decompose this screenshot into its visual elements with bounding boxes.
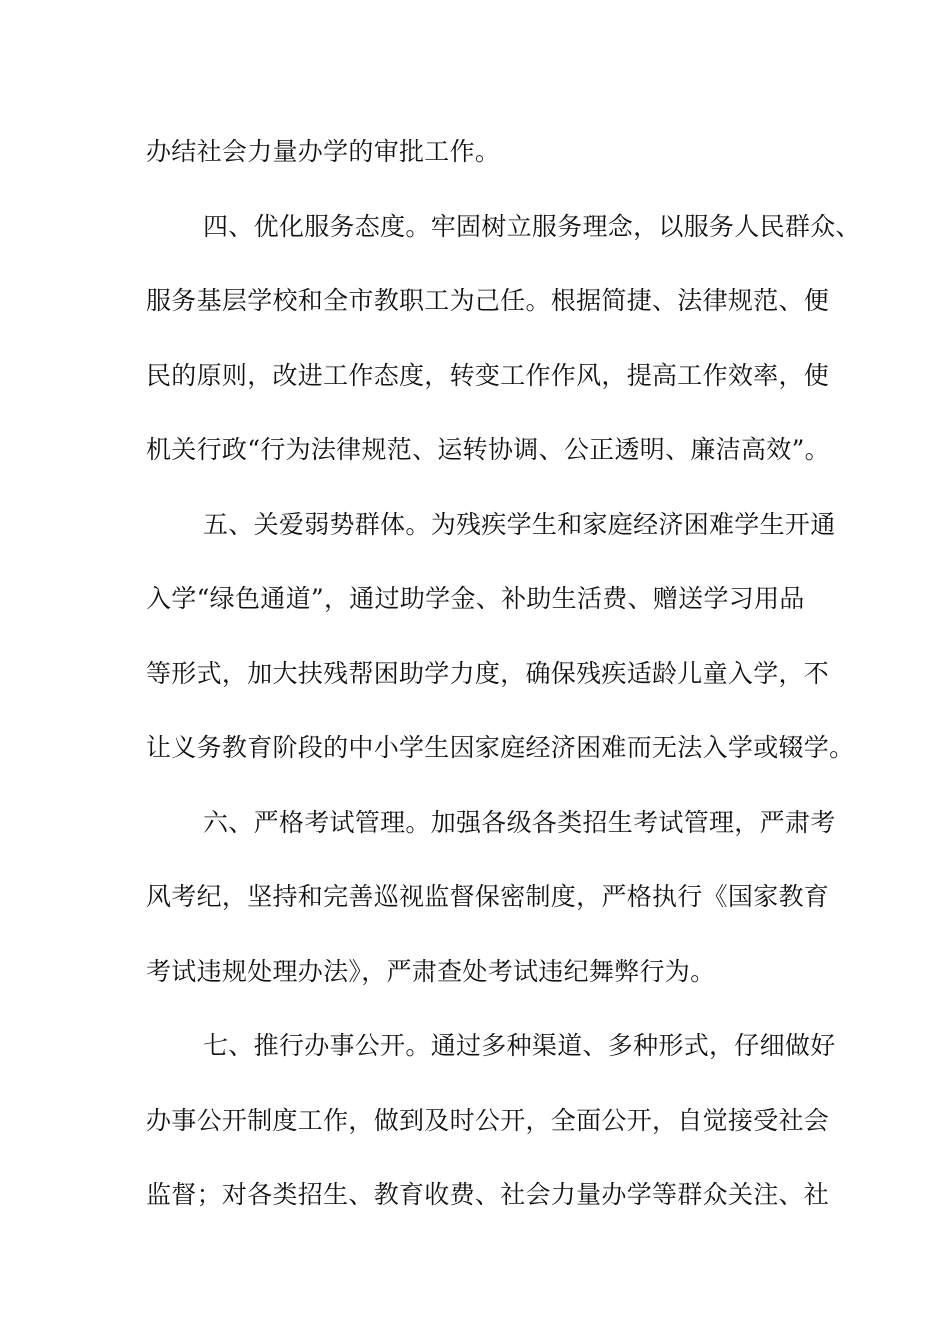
text-line: 让义务教育阶段的中小学生因家庭经济困难而无法入学或辍学。 bbox=[146, 733, 855, 762]
text-line: 入学“绿色通道”，通过助学金、补助生活费、赠送学习用品 bbox=[146, 584, 805, 613]
text-line: 考试违规处理办法》，严肃查处考试违纪舞弊行为。 bbox=[146, 956, 716, 986]
text-line: 机关行政“行为法律规范、运转协调、公正透明、廉洁高效”。 bbox=[146, 435, 830, 464]
text-line: 办结社会力量办学的审批工作。 bbox=[146, 137, 501, 166]
paragraph-heading-line: 七、推行办事公开。通过多种渠道、多种形式，仔细做好 bbox=[203, 1031, 836, 1060]
paragraph-heading-line: 五、关爱弱势群体。为残疾学生和家庭经济困难学生开通 bbox=[203, 509, 836, 539]
text-line: 民的原则，改进工作态度，转变工作作风，提高工作效率，使 bbox=[146, 360, 830, 390]
text-line: 等形式，加大扶残帮困助学力度，确保残疾适龄儿童入学，不 bbox=[146, 658, 830, 688]
text-line: 监督；对各类招生、教育收费、社会力量办学等群众关注、社 bbox=[146, 1180, 830, 1209]
body-text bbox=[146, 119, 861, 1237]
paragraph-heading-line: 六、严格考试管理。加强各级各类招生考试管理，严肃考 bbox=[203, 807, 836, 837]
text-line: 服务基层学校和全市教职工为己任。根据简捷、法律规范、便 bbox=[146, 286, 830, 315]
paragraph-heading-line: 四、优化服务态度。牢固树立服务理念，以服务人民群众、 bbox=[203, 211, 861, 241]
text-line: 风考纪，坚持和完善巡视监督保密制度，严格执行《国家教育 bbox=[146, 882, 830, 911]
text-line: 办事公开制度工作，做到及时公开，全面公开，自觉接受社会 bbox=[146, 1105, 830, 1135]
